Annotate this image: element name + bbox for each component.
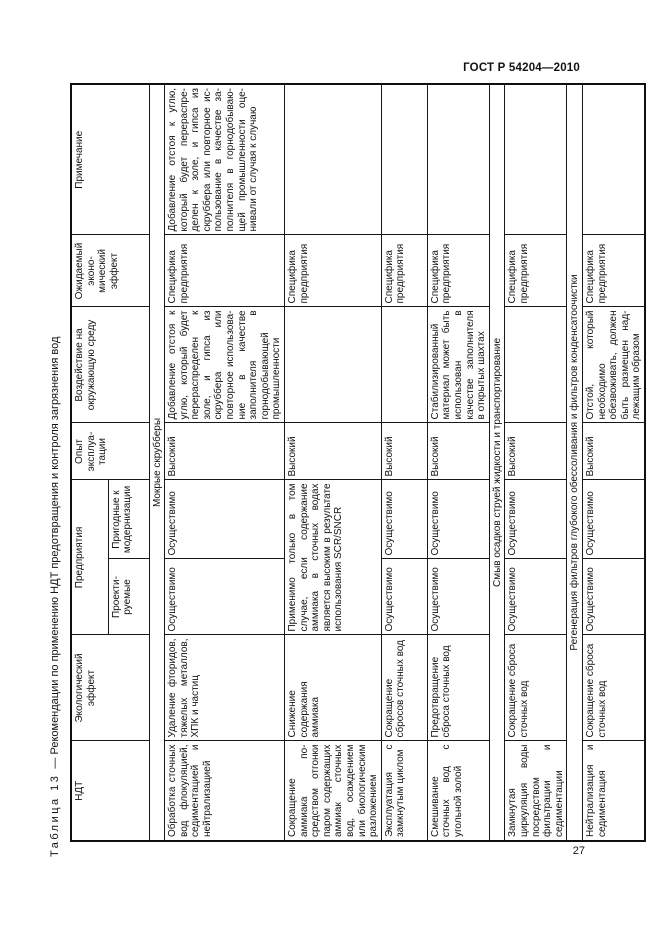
cell-note [427, 84, 489, 235]
table-title-label: Таблица 13 [49, 773, 61, 857]
cell-expected: Специфика предприятия [505, 235, 567, 307]
col-header-eco: Экологический эффект [71, 635, 149, 741]
cell-experience: Высокий [427, 423, 489, 480]
table-row [427, 84, 489, 841]
col-header-experience: Опыт эксплуатации [71, 423, 149, 480]
table-row [505, 84, 567, 841]
cell-impact [505, 307, 567, 423]
table-row [381, 84, 427, 841]
cell-experience: Высокий [165, 423, 285, 480]
cell-modernizable: Осуществимо [165, 480, 285, 559]
cell-expected: Специфика предприятия [582, 235, 644, 307]
cell-modernizable: Осуществимо [427, 480, 489, 559]
table-row [165, 84, 285, 841]
cell-designed: Осуществимо [582, 559, 644, 635]
col-header-impact: Воздействие на окружающую среду [71, 307, 149, 423]
cell-ndt: Нейтрализация и седиментация [582, 741, 644, 841]
cell-note [505, 84, 567, 235]
cell-eco: Сокращение сбросов сточных вод [381, 635, 427, 741]
table-title-inner [49, 85, 66, 857]
cell-modernizable: Осуществимо [582, 480, 644, 559]
cell-modernizable: Осуществимо [381, 480, 427, 559]
cell-expected: Специфика предприятия [427, 235, 489, 307]
cell-enterprises-merged: Применимо только в том случае, если содержание аммиака в сточных водах является высоким в результате использования SCR/SNCR [285, 480, 382, 635]
table-title [49, 85, 66, 857]
cell-designed: Осуществимо [381, 559, 427, 635]
cell-impact: Стабилизированный материал может быть использован в качестве заполнителя в открытых шахтах [427, 307, 489, 423]
cell-impact [285, 307, 382, 423]
cell-eco: Снижение содержания аммиака [285, 635, 382, 741]
cell-designed: Осуществимо [505, 559, 567, 635]
cell-note [381, 84, 427, 235]
col-header-designed: Проектируемые [108, 559, 149, 635]
section-row [567, 84, 583, 841]
header-row-top [71, 84, 108, 841]
cell-designed: Осуществимо [165, 559, 285, 635]
cell-note [582, 84, 644, 235]
cell-expected: Специфика предприятия [285, 235, 382, 307]
col-header-expected: Ожидаемый экономический эффект [71, 235, 149, 307]
cell-experience: Высокий [381, 423, 427, 480]
section-header-filter-regeneration: Регенерация фильтров глубокого обессоливания и фильтров конденсатоочистки [567, 84, 583, 841]
cell-ndt: Эксплуатация с замкнутым циклом [381, 741, 427, 841]
ndt-recommendations-table [70, 83, 646, 842]
cell-eco: Предотвращение сброса сточных вод [427, 635, 489, 741]
cell-ndt: Замкнутая циркуляция воды посредством фильтрации и седиментации [505, 741, 567, 841]
cell-note: Добавление отстоя к углю, который будет перераспределен к золе, и гипса из скруббера или повторное использование в качестве заполнителя в горнодобывающей промышленности оценивали от случая к случаю [165, 84, 285, 235]
cell-ndt: Смешивание сточных вод с угольной золой [427, 741, 489, 841]
cell-impact: Добавление отстоя к углю, который будет перераспределен к золе, и гипса из скруббера или повторное использование в качестве заполнителя в горнодобывающей промышленности [165, 307, 285, 423]
section-header-sludge-flushing: Смыв осадков струей жидкости и транспортирование [489, 84, 505, 841]
cell-experience: Высокий [582, 423, 644, 480]
page-number: 27 [572, 845, 585, 857]
cell-eco: Сокращение сброса сточных вод [582, 635, 644, 741]
section-row [149, 84, 165, 841]
table-row [582, 84, 644, 841]
cell-expected: Специфика предприятия [381, 235, 427, 307]
col-header-modernizable: Пригодные к модернизации [108, 480, 149, 559]
table-wrapper [70, 85, 643, 842]
table-row [285, 84, 382, 841]
document-header: ГОСТ Р 54204—2010 [463, 62, 580, 74]
cell-experience: Высокий [285, 423, 382, 480]
cell-ndt: Сокращение аммиака посредством отгонки паром содержащих аммиак сточных вод, осаждением или биологическим разложением [285, 741, 382, 841]
cell-impact: Отстой, который необходимо обезвоживать, должен быть размещен надлежащим образом [582, 307, 644, 423]
cell-designed: Осуществимо [427, 559, 489, 635]
col-header-enterprises: Предприятия [71, 480, 108, 635]
cell-impact [381, 307, 427, 423]
cell-ndt: Обработка сточных вод флокуляцией, седиментацией и нейтрализацией [165, 741, 285, 841]
cell-experience: Высокий [505, 423, 567, 480]
col-header-note: Примечание [71, 84, 149, 235]
cell-expected: Специфика предприятия [165, 235, 285, 307]
col-header-ndt: НДТ [71, 741, 149, 841]
section-row [489, 84, 505, 841]
cell-eco: Сокращение сброса сточных вод [505, 635, 567, 741]
section-header-wet-scrubbers: Мокрые скрубберы [149, 84, 165, 841]
cell-modernizable: Осуществимо [505, 480, 567, 559]
cell-eco: Удаление фторидов, тяжелых металлов, ХПК и частиц [165, 635, 285, 741]
table-title-text: — Рекомендации по применению НДТ предотвращения и контроля загрязнения вод [49, 336, 61, 769]
cell-note [285, 84, 382, 235]
